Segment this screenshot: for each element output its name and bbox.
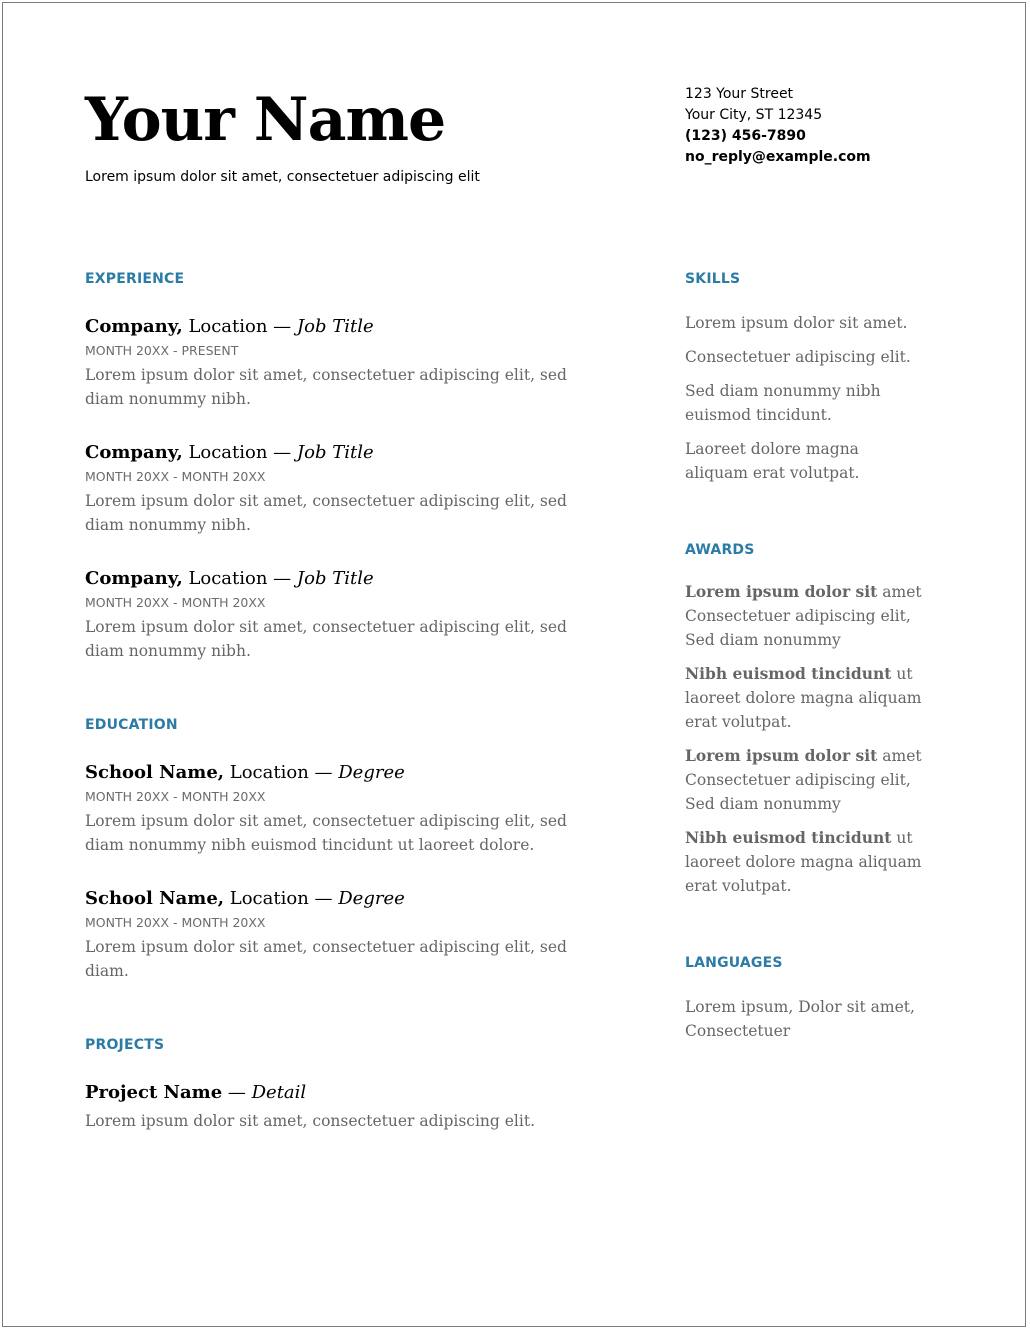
section-heading-languages: LANGUAGES: [685, 955, 783, 971]
entry-role: Degree: [338, 762, 405, 783]
education-section: [85, 715, 605, 983]
award-title: Lorem ipsum dolor sit: [685, 746, 878, 765]
resume-name: Your Name: [85, 85, 446, 155]
award-item: [685, 580, 925, 652]
entry-description: Lorem ipsum dolor sit amet, consectetuer adipiscing elit, sed diam nonummy nibh.: [85, 366, 567, 408]
entry-role: Job Title: [296, 568, 374, 589]
experience-entry: [85, 567, 605, 663]
entry-org: School Name,: [85, 888, 225, 909]
entry-title: [85, 1081, 605, 1105]
awards-section: [685, 540, 925, 898]
contact-city: Your City, ST 12345: [685, 107, 823, 123]
project-entry: [85, 1081, 605, 1133]
education-entry: [85, 761, 605, 857]
entry-dates: MONTH 20XX - PRESENT: [85, 343, 239, 358]
entry-org: Project Name: [85, 1082, 223, 1103]
section-heading-skills: SKILLS: [685, 271, 741, 287]
award-title: Nibh euismod tincidunt: [685, 828, 892, 847]
section-heading-awards: AWARDS: [685, 542, 755, 558]
contact-block: [685, 84, 871, 168]
section-heading-experience: EXPERIENCE: [85, 271, 185, 287]
experience-section: [85, 269, 605, 663]
education-entry: [85, 887, 605, 983]
contact-email: no_reply@example.com: [685, 149, 871, 165]
entry-role: Job Title: [296, 316, 374, 337]
entry-description: Lorem ipsum dolor sit amet, consectetuer adipiscing elit, sed diam.: [85, 938, 567, 980]
award-item: [685, 826, 925, 898]
experience-entry: [85, 315, 605, 411]
award-detail: amet Consectetuer adipiscing elit, Sed diam nonummy: [685, 583, 922, 649]
entry-location: Location —: [182, 316, 297, 337]
languages-text: Lorem ipsum, Dolor sit amet, Consectetuer: [685, 998, 915, 1040]
skill-item: Sed diam nonummy nibh euismod tincidunt.: [685, 382, 881, 424]
entry-role: Detail: [251, 1082, 307, 1103]
entry-location: Location —: [182, 568, 297, 589]
entry-title: [85, 761, 605, 785]
skill-item: Lorem ipsum dolor sit amet.: [685, 314, 908, 332]
section-heading-projects: PROJECTS: [85, 1037, 165, 1053]
entry-org: Company,: [85, 316, 183, 337]
award-detail: ut laoreet dolore magna aliquam erat volutpat.: [685, 829, 922, 895]
skills-section: [685, 269, 925, 485]
entry-dates: MONTH 20XX - MONTH 20XX: [85, 915, 266, 930]
skill-item: Laoreet dolore magna aliquam erat volutpat.: [685, 440, 860, 482]
award-item: [685, 662, 925, 734]
side-column: [685, 269, 925, 1043]
entry-role: Job Title: [296, 442, 374, 463]
entry-title: [85, 315, 605, 339]
entry-dates: MONTH 20XX - MONTH 20XX: [85, 469, 266, 484]
section-heading-education: EDUCATION: [85, 717, 178, 733]
entry-description: Lorem ipsum dolor sit amet, consectetuer adipiscing elit, sed diam nonummy nibh.: [85, 618, 567, 660]
entry-dates: MONTH 20XX - MONTH 20XX: [85, 789, 266, 804]
award-item: [685, 744, 925, 816]
entry-description: Lorem ipsum dolor sit amet, consectetuer adipiscing elit, sed diam nonummy nibh euismod tincidunt ut laoreet dolore.: [85, 812, 567, 854]
contact-phone: (123) 456-7890: [685, 128, 806, 144]
award-title: Nibh euismod tincidunt: [685, 664, 892, 683]
entry-location: Location —: [224, 762, 339, 783]
main-column: [85, 269, 605, 1133]
resume-tagline: Lorem ipsum dolor sit amet, consectetuer adipiscing elit: [85, 169, 480, 185]
entry-org: School Name,: [85, 762, 225, 783]
award-title: Lorem ipsum dolor sit: [685, 582, 878, 601]
projects-section: [85, 1035, 605, 1133]
experience-entry: [85, 441, 605, 537]
award-detail: ut laoreet dolore magna aliquam erat volutpat.: [685, 665, 922, 731]
entry-dates: MONTH 20XX - MONTH 20XX: [85, 595, 266, 610]
entry-org: Company,: [85, 568, 183, 589]
entry-description: Lorem ipsum dolor sit amet, consectetuer adipiscing elit.: [85, 1112, 536, 1130]
entry-location: Location —: [182, 442, 297, 463]
languages-section: [685, 953, 925, 1043]
entry-title: [85, 567, 605, 591]
entry-title: [85, 887, 605, 911]
entry-description: Lorem ipsum dolor sit amet, consectetuer adipiscing elit, sed diam nonummy nibh.: [85, 492, 567, 534]
award-detail: amet Consectetuer adipiscing elit, Sed diam nonummy: [685, 747, 922, 813]
entry-org: Company,: [85, 442, 183, 463]
skill-item: Consectetuer adipiscing elit.: [685, 348, 911, 366]
entry-role: Degree: [338, 888, 405, 909]
entry-location: —: [222, 1082, 252, 1103]
contact-street: 123 Your Street: [685, 86, 794, 102]
entry-location: Location —: [224, 888, 339, 909]
entry-title: [85, 441, 605, 465]
